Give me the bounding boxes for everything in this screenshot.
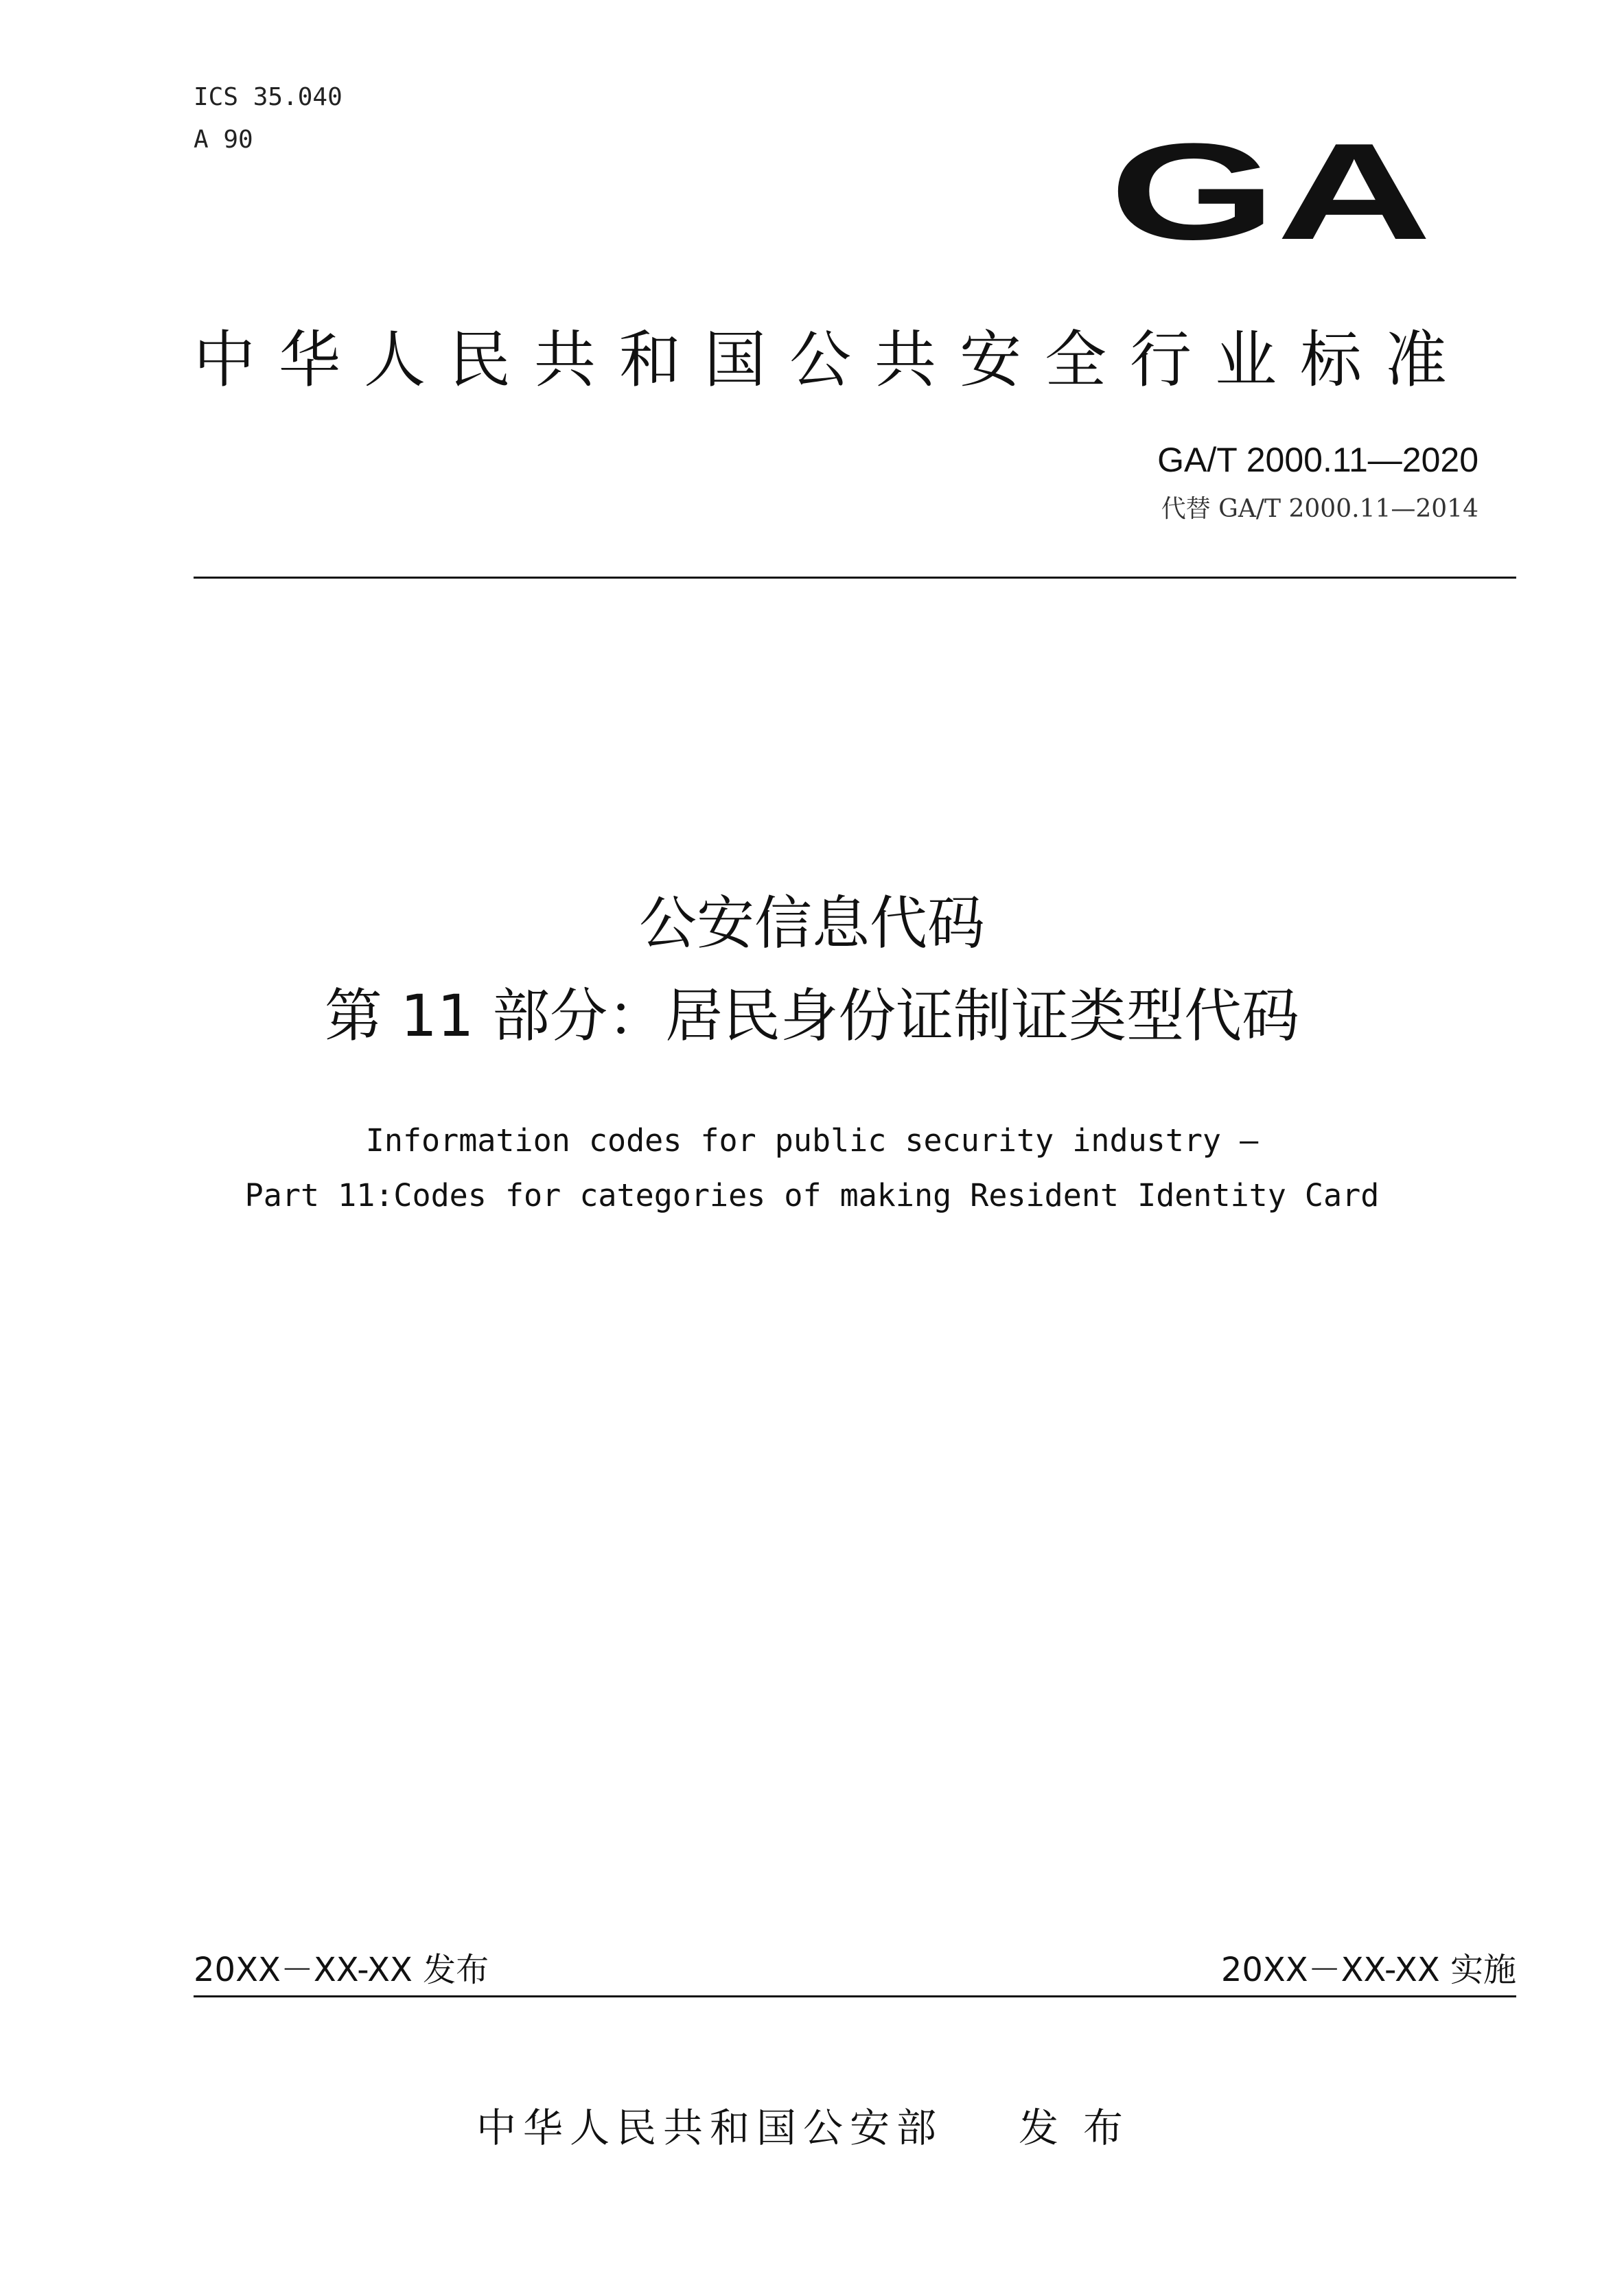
issue-date: 20XX－XX-XX 发布 bbox=[194, 1951, 489, 1989]
standard-number: GA/T 2000.11—2020 bbox=[1157, 441, 1478, 479]
issuer-line bbox=[0, 2100, 1624, 2155]
issuer-organization: 中华人民共和国公安部 bbox=[476, 2104, 943, 2151]
issuer-action: 发布 bbox=[1019, 2104, 1148, 2151]
title-cn-main: 公安信息代码 bbox=[638, 890, 985, 957]
ga-logo bbox=[1102, 117, 1439, 275]
bottom-divider bbox=[194, 1995, 1516, 1997]
title-en-part: Part 11:Codes for categories of making Resident Identity Card bbox=[244, 1177, 1380, 1214]
standard-category-name: 中华人民共和国公共安全行业标准 bbox=[194, 324, 1470, 396]
title-cn-part: 第 11 部分：居民身份证制证类型代码 bbox=[324, 982, 1300, 1050]
title-en-main: Information codes for public security industry — bbox=[365, 1122, 1259, 1159]
ics-code: ICS 35.040 bbox=[194, 83, 343, 111]
classification-code: A 90 bbox=[194, 126, 253, 154]
implementation-date: 20XX－XX-XX 实施 bbox=[1220, 1951, 1516, 1989]
replaces-standard: 代替 GA/T 2000.11—2014 bbox=[1161, 495, 1478, 523]
top-divider bbox=[194, 577, 1516, 579]
ga-logo-text: GA bbox=[1109, 117, 1432, 268]
